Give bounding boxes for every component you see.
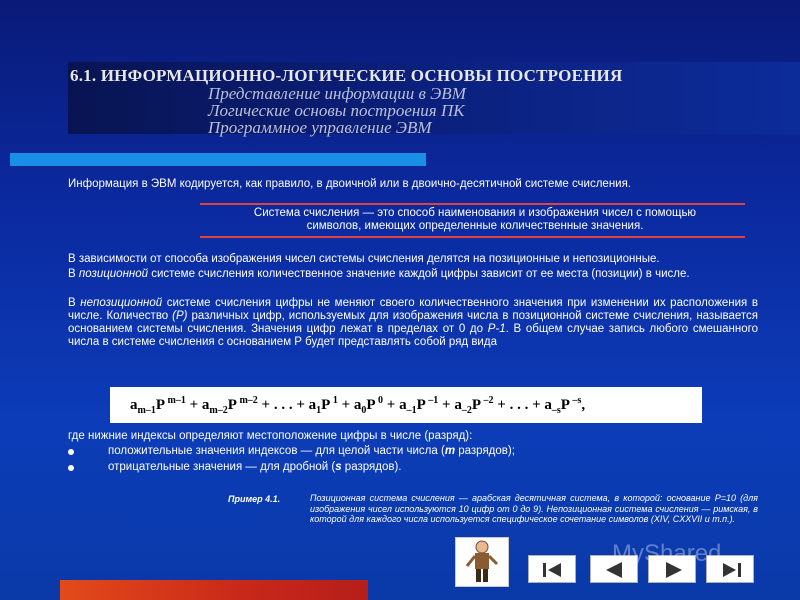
skip-to-start-icon [529,556,577,584]
p2-part-a: В [68,268,79,280]
p3-emphasis-3: Р-1 [487,323,506,335]
bullet-negative [108,461,768,474]
bullet1-part-c: разрядов); [455,445,515,457]
formula-box [110,387,702,423]
p3-emphasis-2: (Р) [172,310,188,322]
example-text: Позиционная система счисления — арабская десятичная система, в которой: основание Р=10 (для изображения чисел используются 10 цифр от 0 до 9). Непозиционная система счисления — римская, в которой для каждого числа используется специфическое сочетание символов (XIV, CXXVII и т.п.). [310,493,758,524]
after-formula-text: где нижние индексы определяют местоположение цифры в числе (разряд): [68,430,473,442]
example-label: Пример 4.1. [228,494,281,504]
bullet-dot-icon [68,465,74,471]
intro-paragraph: Информация в ЭВМ кодируется, как правило, в двоичной или в двоично-десятичной системе счисления. [68,178,632,190]
formula: $a_{m-1}P$ $^{m-1} + a_{m-2}P$ $^{m-2}$ + . . . + $a_1P$ $^1 + a_0P$ $^0 + a_{-1}P$ $^{-1} + a_{-2}P$ $^{-2}$ + . . . + $a_{-s}P$ $^{-s}$, [130,394,586,416]
paragraph-types: В зависимости от способа изображения чисел системы счисления делятся на позиционные и непозиционные. [68,253,660,265]
watermark: MyShared [612,540,722,567]
paragraph-nonpositional [68,297,758,349]
bullet2-part-a: отрицательные значения — для дробной ( [108,461,336,473]
slide-title: 6.1. ИНФОРМАЦИОННО-ЛОГИЧЕСКИЕ ОСНОВЫ ПОСТРОЕНИЯ [70,66,623,85]
subnav-item-logic[interactable]: Логические основы построения ПК [208,101,465,120]
p3-part-c: различных цифр, используемых для изображения числа в позиционной системе счисления, называется основанием системы счисления. Значения цифр лежат в пределах от 0 до [68,310,758,335]
first-slide-button[interactable] [528,555,576,583]
definition-line-1: Система счисления — это способ наименования и изображения чисел с помощью [253,207,697,219]
bullet1-emphasis: m [444,445,456,457]
subnav-item-representation[interactable]: Представление информации в ЭВМ [208,84,466,103]
bullet-positive [108,445,768,458]
bullet2-part-c: разрядов). [341,461,402,473]
definition-rule-bottom [200,236,745,238]
p3-part-a: В [68,297,81,309]
paragraph-positional [68,268,758,281]
definition-line-2: символов, имеющих определенные количественные значения. [306,220,644,232]
bullet1-part-a: положительные значения индексов — для целой части числа ( [108,445,445,457]
p2-emphasis: позиционной [78,268,149,280]
bullet2-emphasis: s [335,461,342,473]
definition-rule-top [200,203,745,205]
subnav-item-program-control[interactable]: Программное управление ЭВМ [208,118,432,137]
p3-part-b: системе счисления цифры не меняют своего количественного значения при изменении их расположения в числе. Количество [68,297,758,322]
bullet-dot-icon [68,449,74,455]
accent-bar-blue [10,153,426,166]
p3-emphasis: непозиционной [80,297,163,309]
p3-part-d: . В общем случае запись любого смешанного числа в системе счисления с основанием Р будет представлять собой ряд вида [68,323,758,348]
definition-block [205,207,745,233]
presenter-figure-icon[interactable] [455,537,509,587]
p2-part-b: системе счисления количественное значение каждой цифры зависит от ее места (позиции) в числе. [148,268,690,280]
accent-bar-red [60,580,368,600]
